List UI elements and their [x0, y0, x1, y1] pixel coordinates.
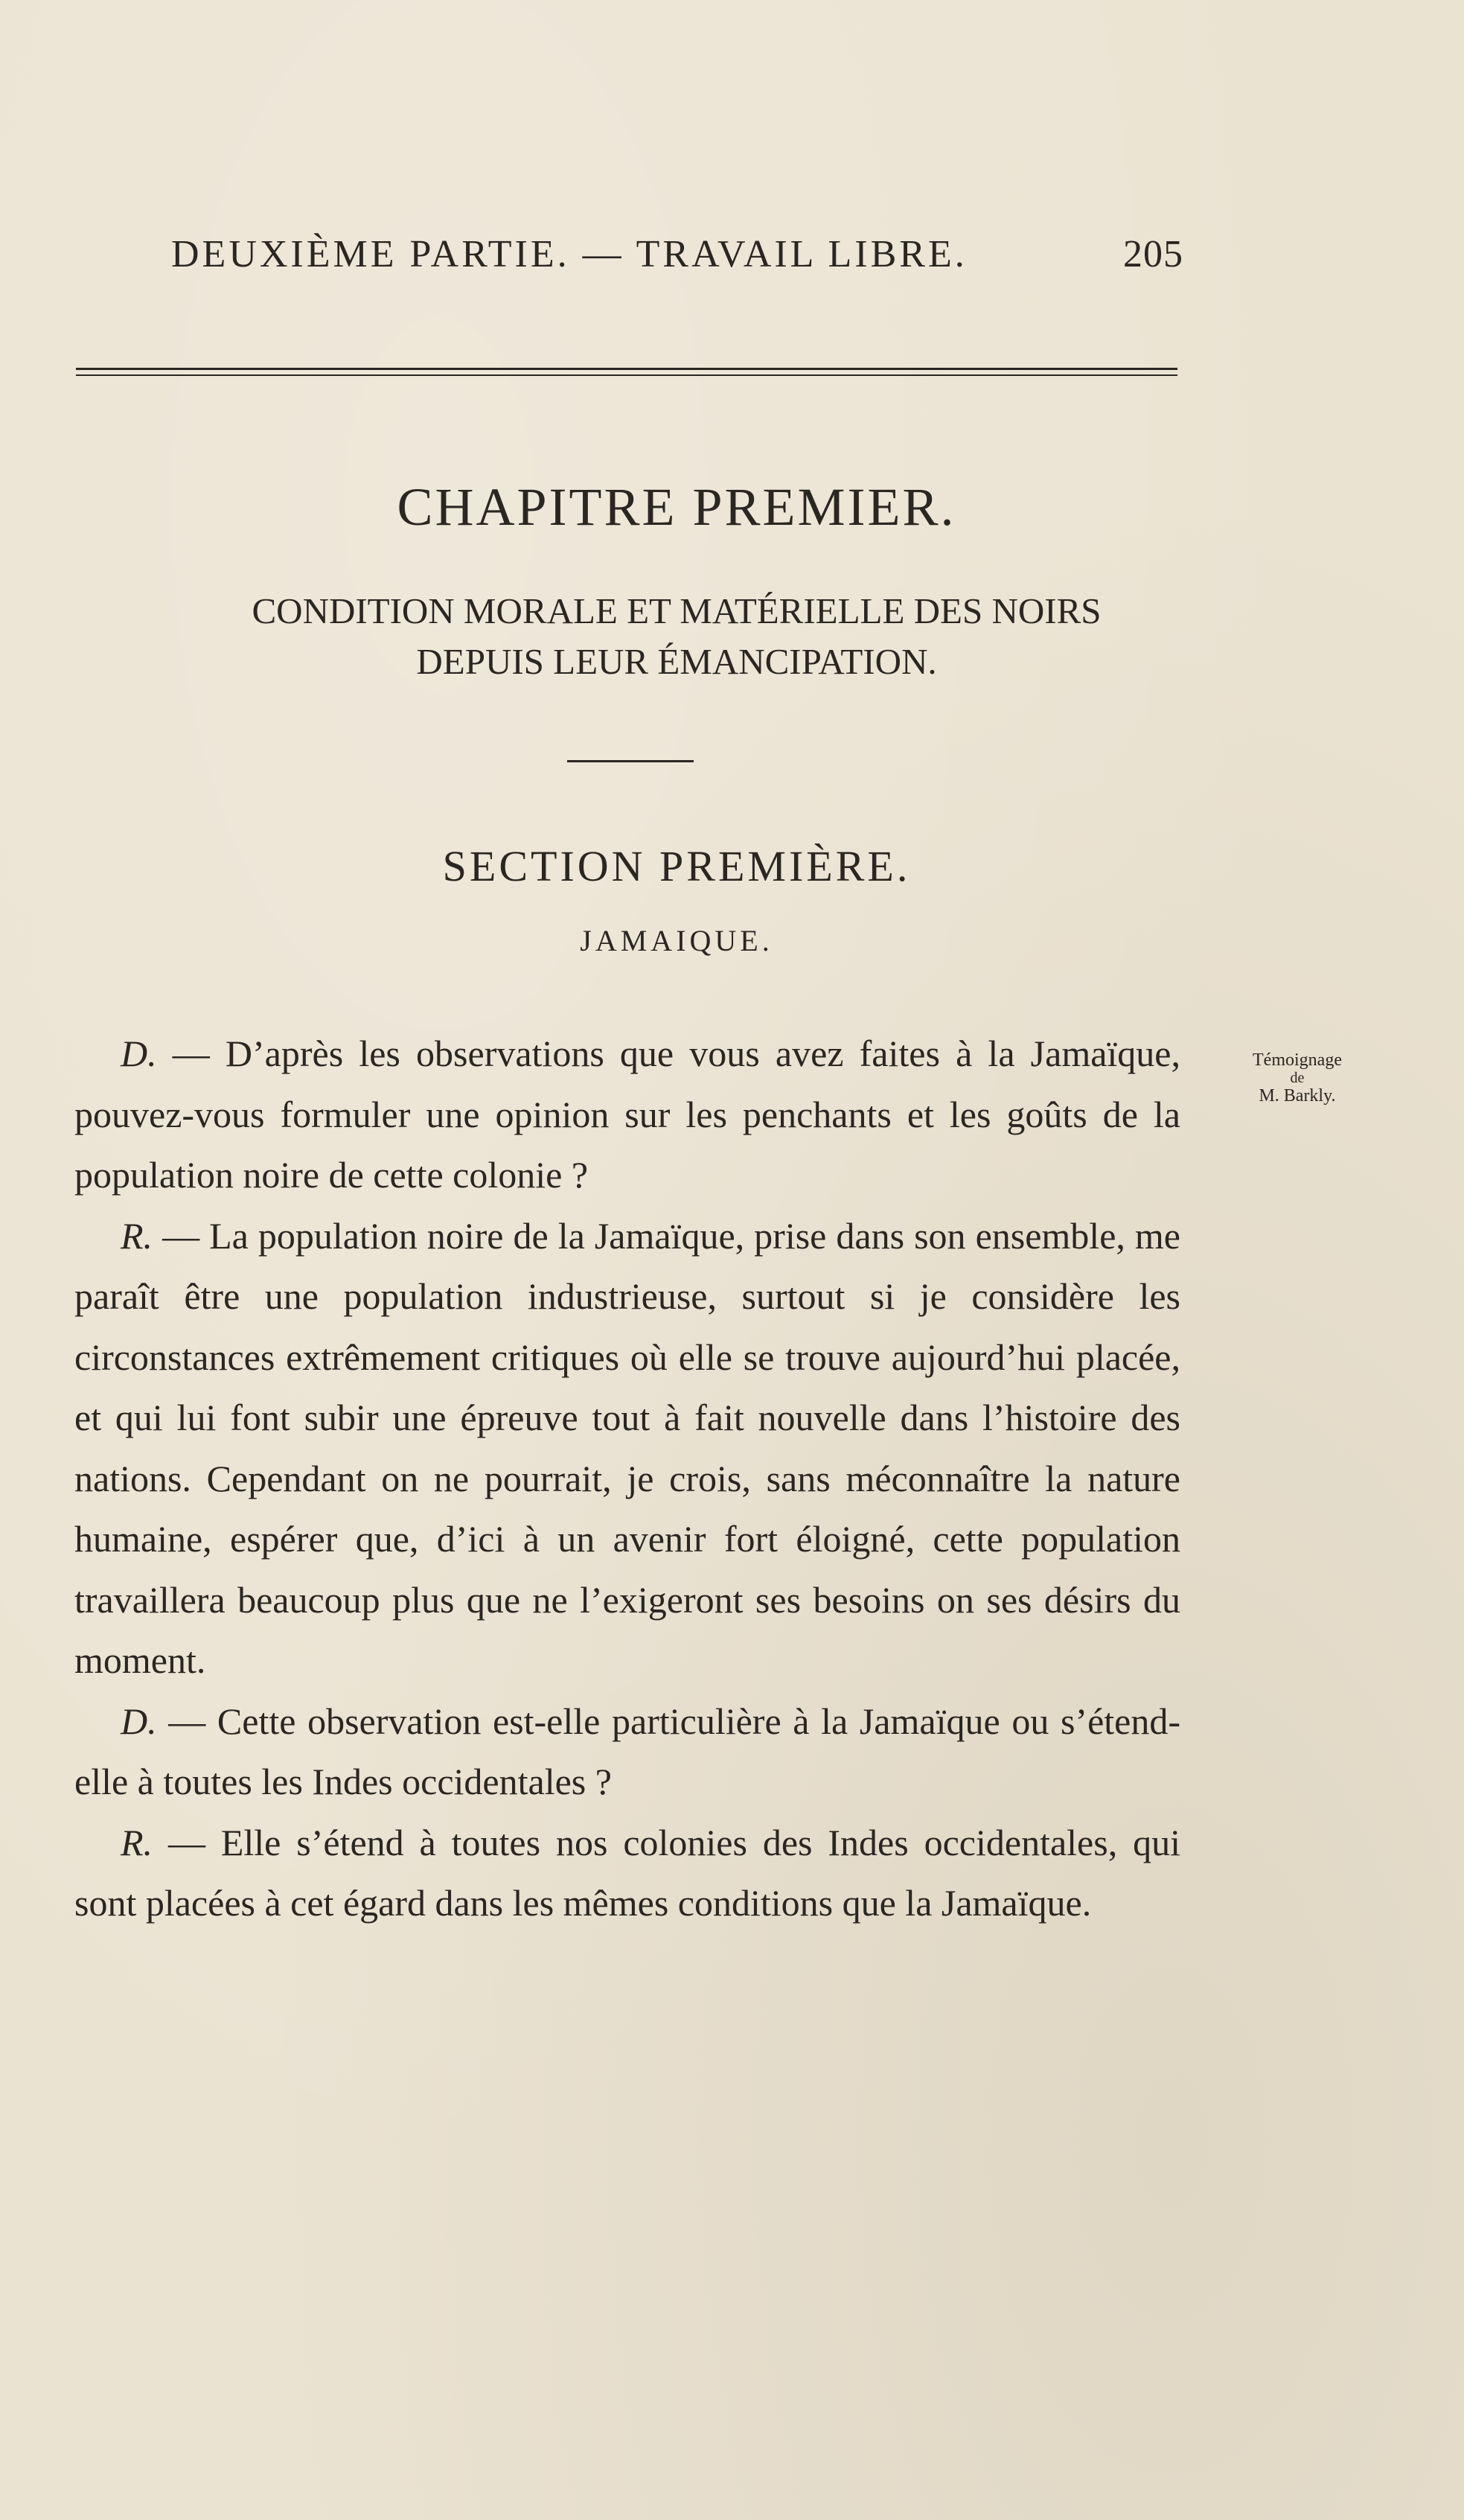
- margin-note: [1212, 1050, 1383, 1106]
- speaker-label: D.: [121, 1033, 157, 1074]
- paragraph: [74, 1813, 1180, 1934]
- section-title: SECTION PREMIÈRE.: [442, 842, 911, 890]
- paragraph-text: — La population noire de la Jamaïque, prise dans son ensemble, me paraît être une population industrieuse, surtout si je considère les circonstances extrêmement critiques où elle se trouve aujourd’hui placée, et qui lui font subir une épreuve tout à fait nouvelle dans l’histoire des nations. Cependant on ne pourrait, je crois, sans méconnaître la nature humaine, espérer que, d’ici à un avenir fort éloigné, cette population travaillera beaucoup plus que ne l’exigeront ses besoins on ses désirs du moment.: [74, 1214, 1180, 1681]
- chapter-subtitle-line-1: CONDITION MORALE ET MATÉRIELLE DES NOIRS: [252, 590, 1102, 631]
- paragraph: [74, 1691, 1180, 1813]
- speaker-label: R.: [121, 1214, 153, 1257]
- page-number: 205: [1123, 233, 1183, 275]
- header-rule: [76, 368, 1177, 376]
- section-divider: [567, 760, 694, 762]
- speaker-label: D.: [121, 1700, 157, 1742]
- paragraph: [74, 1206, 1180, 1691]
- section-subtitle: JAMAIQUE.: [580, 924, 773, 957]
- paragraph: [74, 1024, 1180, 1206]
- chapter-title: CHAPITRE PREMIER.: [397, 477, 956, 537]
- running-head: [171, 232, 1183, 276]
- margin-note-line-3: M. Barkly.: [1259, 1086, 1336, 1106]
- paragraph-text: — Elle s’étend à toutes nos colonies des Indes occidentales, qui sont placées à cet égard dans les mêmes conditions que la Jamaïque.: [74, 1821, 1180, 1924]
- paragraph-text: — Cette observation est-elle particulière à la Jamaïque ou s’étend-elle à toutes les Indes occidentales ?: [74, 1700, 1180, 1802]
- body-text: [74, 1024, 1180, 1934]
- running-head-title: DEUXIÈME PARTIE. — TRAVAIL LIBRE.: [171, 233, 968, 275]
- margin-note-line-1: Témoignage: [1253, 1050, 1342, 1070]
- margin-note-line-2: de: [1290, 1070, 1305, 1086]
- paragraph-text: — D’après les observations que vous avez faites à la Jamaïque, pouvez-vous formuler une opinion sur les penchants et les goûts de la population noire de cette colonie ?: [74, 1033, 1180, 1196]
- chapter-subtitle-line-2: DEPUIS LEUR ÉMANCIPATION.: [416, 641, 937, 682]
- speaker-label: R.: [121, 1821, 153, 1863]
